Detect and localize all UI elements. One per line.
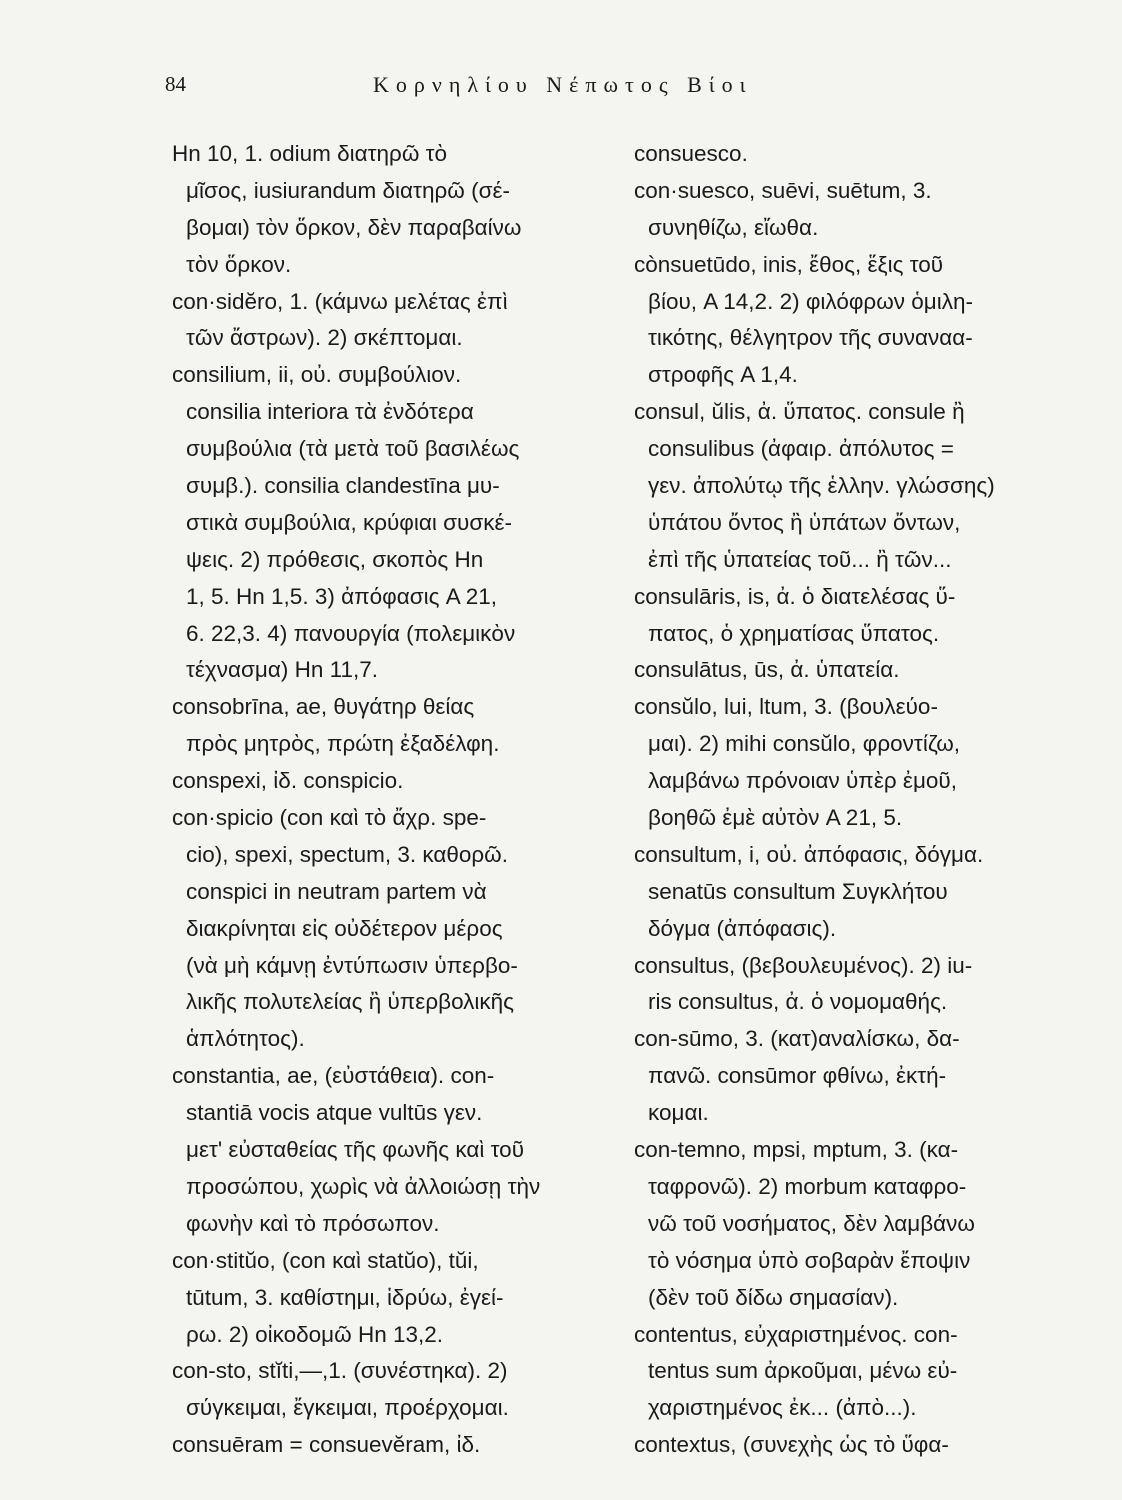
- entry-line: consilia interiora τὰ ἐνδότερα: [186, 399, 474, 425]
- dictionary-entry: [172, 136, 596, 284]
- entry-line: κομαι.: [648, 1100, 709, 1126]
- dictionary-entry: [634, 1132, 1074, 1316]
- entry-line: con-sūmo, 3. (κατ)αναλίσκω, δα-: [634, 1026, 960, 1052]
- entry-line: contextus, (συνεχὴς ὡς τὸ ὕφα-: [634, 1432, 949, 1458]
- entry-line: τὸν ὅρκον.: [186, 251, 292, 277]
- dictionary-entry: [172, 284, 596, 358]
- dictionary-entry: [634, 1317, 1074, 1428]
- entry-line: τέχνασμα) Hn 11,7.: [186, 657, 378, 683]
- entry-line: χαριστημένος ἐκ... (ἀπὸ...).: [648, 1395, 917, 1421]
- entry-line: στικὰ συμβούλια, κρύφιαι συσκέ-: [186, 509, 513, 535]
- entry-line: συμβούλια (τὰ μετὰ τοῦ βασιλέως: [186, 436, 520, 462]
- entry-line: νῶ τοῦ νοσήματος, δὲν λαμβάνω: [648, 1210, 975, 1236]
- entry-line: ἐπὶ τῆς ὑπατείας τοῦ... ἢ τῶν...: [648, 546, 952, 572]
- entry-line: ἁπλότητος).: [186, 1026, 305, 1052]
- dictionary-entry: [634, 652, 1074, 689]
- entry-line: stantiā vocis atque vultūs γεν.: [186, 1100, 483, 1126]
- dictionary-entry: [634, 837, 1074, 948]
- page-number: 84: [165, 72, 186, 96]
- entry-line: cònsuetūdo, inis, ἔθος, ἕξις τοῦ: [634, 251, 944, 277]
- entry-line: δόγμα (ἀπόφασις).: [648, 915, 837, 941]
- dictionary-entry: [172, 800, 596, 1058]
- entry-line: βίου, A 14,2. 2) φιλόφρων ὁμιλη-: [648, 288, 974, 314]
- entry-line: λικῆς πολυτελείας ἢ ὑπερβολικῆς: [186, 989, 515, 1015]
- entry-line: Hn 10, 1. odium διατηρῶ τὸ: [172, 141, 448, 166]
- entry-line: con-temno, mpsi, mptum, 3. (κα-: [634, 1137, 959, 1163]
- dictionary-entry: [634, 247, 1074, 395]
- dictionary-entry: [172, 689, 596, 763]
- entry-line: con-sto, stĭti,—,1. (συνέστηκα). 2): [172, 1358, 508, 1384]
- entry-line: contentus, εὐχαριστημένος. con-: [634, 1321, 958, 1347]
- entry-line: μετ' εὐσταθείας τῆς φωνῆς καὶ τοῦ: [186, 1137, 525, 1163]
- entry-line: consultum, i, οὐ. ἀπόφασις, δόγμα.: [634, 841, 984, 867]
- entry-line: con·sidĕro, 1. (κάμνω μελέτας ἐπὶ: [172, 288, 508, 314]
- entry-line: 1, 5. Hn 1,5. 3) ἀπόφασις A 21,: [186, 583, 498, 609]
- dictionary-entry: [172, 357, 596, 689]
- entry-line: (δὲν τοῦ δίδω σημασίαν).: [648, 1284, 899, 1310]
- entry-line: tentus sum ἀρκοῦμαι, μένω εὐ-: [648, 1358, 958, 1384]
- entry-line: consuesco.: [634, 141, 748, 166]
- entry-line: conspici in neutram partem νὰ: [186, 878, 487, 904]
- entry-line: τὸ νόσημα ὑπὸ σοβαρὰν ἔποψιν: [648, 1247, 971, 1273]
- entry-line: συνηθίζω, εἴωθα.: [648, 214, 819, 240]
- entry-line: γεν. ἀπολύτῳ τῆς ἑλλην. γλώσσης): [648, 473, 995, 499]
- entry-line: consobrīna, ae, θυγάτηρ θείας: [172, 694, 475, 720]
- entry-line: ταφρονῶ). 2) morbum καταφρο-: [648, 1173, 967, 1199]
- page-header: [165, 72, 945, 112]
- dictionary-entry: [634, 1427, 1074, 1464]
- dictionary-entry: [634, 394, 1074, 578]
- dictionary-entry: [634, 689, 1074, 837]
- entry-line: διακρίνηται εἰς οὐδέτερον μέρος: [186, 915, 503, 941]
- entry-line: στροφῆς A 1,4.: [648, 362, 798, 388]
- entry-line: βομαι) τὸν ὅρκον, δὲν παραβαίνω: [186, 214, 522, 240]
- dictionary-entry: [172, 763, 596, 800]
- entry-line: (νὰ μὴ κάμνῃ ἐντύπωσιν ὑπερβο-: [186, 952, 518, 978]
- entry-line: ψεις. 2) πρόθεσις, σκοπὸς Hn: [186, 546, 484, 572]
- entry-line: 6. 22,3. 4) πανουργία (πολεμικὸν: [186, 620, 516, 646]
- entry-line: consultus, (βεβουλευμένος). 2) iu-: [634, 952, 973, 978]
- entry-line: consulātus, ūs, ἀ. ὑπατεία.: [634, 657, 900, 683]
- dictionary-entry: [634, 136, 1074, 173]
- entry-line: consuēram = consuevĕram, ἰδ.: [172, 1432, 481, 1458]
- entry-line: consŭlo, lui, ltum, 3. (βουλεύο-: [634, 694, 938, 720]
- entry-line: συμβ.). consilia clandestīna μυ-: [186, 473, 500, 499]
- entry-line: senatūs consultum Συγκλήτου: [648, 878, 948, 904]
- entry-line: con·spicio (con καὶ τὸ ἄχρ. spe-: [172, 805, 487, 831]
- entry-line: tūtum, 3. καθίστημι, ἱδρύω, ἐγεί-: [186, 1284, 504, 1310]
- right-column: [634, 136, 1074, 1464]
- entry-line: προσώπου, χωρὶς νὰ ἀλλοιώσῃ τὴν: [186, 1173, 541, 1199]
- entry-line: φωνὴν καὶ τὸ πρόσωπον.: [186, 1210, 440, 1236]
- entry-line: ris consultus, ἀ. ὁ νομομαθής.: [648, 989, 948, 1015]
- dictionary-entry: [634, 948, 1074, 1022]
- dictionary-entry: [634, 1021, 1074, 1132]
- entry-line: ὑπάτου ὄντος ἢ ὑπάτων ὄντων,: [648, 509, 961, 535]
- entry-line: con·stitŭo, (con καὶ statŭo), tŭi,: [172, 1247, 479, 1273]
- dictionary-entry: [634, 173, 1074, 247]
- entry-line: con·suesco, suēvi, suētum, 3.: [634, 177, 932, 203]
- entry-line: σύγκειμαι, ἔγκειμαι, προέρχομαι.: [186, 1395, 509, 1421]
- entry-line: τῶν ἄστρων). 2) σκέπτομαι.: [186, 325, 463, 351]
- entry-line: πατος, ὁ χρηματίσας ὕπατος.: [648, 620, 940, 646]
- dictionary-entry: [172, 1058, 596, 1242]
- entry-line: cio), spexi, spectum, 3. καθορῶ.: [186, 841, 508, 867]
- entry-line: μαι). 2) mihi consŭlo, φροντίζω,: [648, 731, 961, 757]
- running-title: Κορνηλίου Νέπωτος Βίοι: [373, 72, 753, 97]
- entry-line: βοηθῶ ἐμὲ αὐτὸν A 21, 5.: [648, 805, 903, 831]
- entry-line: constantia, ae, (εὐστάθεια). con-: [172, 1063, 495, 1089]
- entry-line: τικότης, θέλγητρον τῆς συναναα-: [648, 325, 973, 351]
- entry-line: λαμβάνω πρόνοιαν ὑπὲρ ἐμοῦ,: [648, 768, 957, 794]
- entry-line: ρω. 2) οἰκοδομῶ Hn 13,2.: [186, 1321, 444, 1347]
- entry-line: πρὸς μητρὸς, πρώτη ἐξαδέλφη.: [186, 731, 500, 757]
- entry-line: consulibus (ἀφαιρ. ἀπόλυτος =: [648, 436, 954, 462]
- dictionary-entry: [172, 1427, 596, 1464]
- entry-line: consulāris, is, ἀ. ὁ διατελέσας ὕ-: [634, 583, 956, 609]
- entry-line: πανῶ. consūmor φθίνω, ἐκτή-: [648, 1063, 947, 1089]
- entry-line: consilium, ii, οὐ. συμβούλιον.: [172, 362, 462, 388]
- entry-line: μῖσος, iusiurandum διατηρῶ (σέ-: [186, 177, 510, 203]
- dictionary-entry: [634, 579, 1074, 653]
- dictionary-entry: [172, 1353, 596, 1427]
- left-column: [172, 136, 596, 1464]
- dictionary-entry: [172, 1243, 596, 1354]
- entry-line: conspexi, ἰδ. conspicio.: [172, 768, 404, 794]
- entry-line: consul, ŭlis, ἀ. ὕπατος. consule ἢ: [634, 399, 965, 425]
